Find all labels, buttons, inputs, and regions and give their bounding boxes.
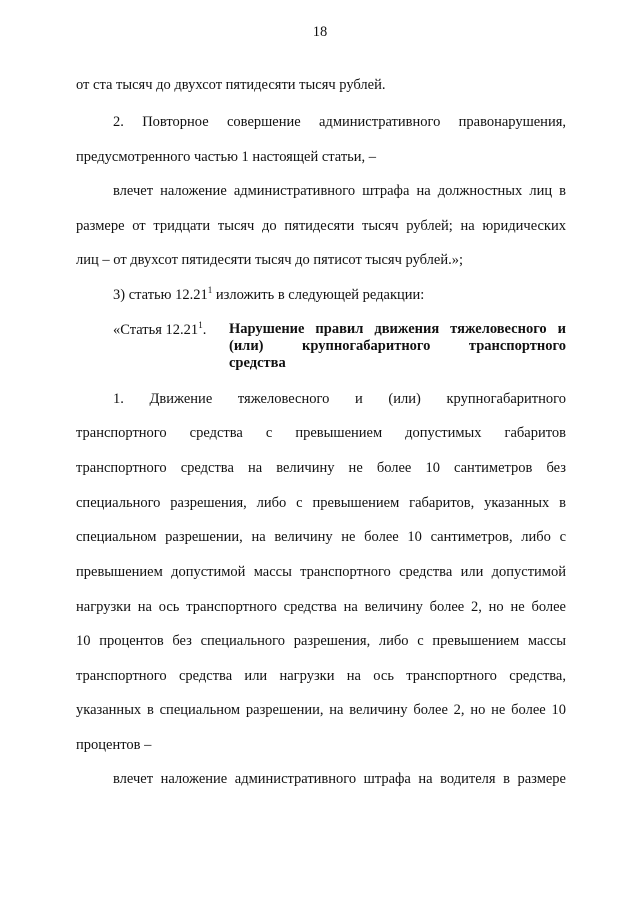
article-title-line: средства [229,355,286,371]
text-line: от ста тысяч до двухсот пятидесяти тысяч рублей. [76,77,386,93]
article-title-line: Нарушение правил движения тяжеловесного и [229,321,566,337]
text-line: указанных в специальном разрешении, на величину более 2, но не более 10 [76,702,566,718]
text-line: транспортного средства с превышением допустимых габаритов [76,425,566,441]
article-title [229,321,566,372]
article-label [113,321,206,339]
text-line: размере от тридцати тысяч до пятидесяти тысяч рублей; на юридических [76,218,566,234]
text-line: нагрузки на ось транспортного средства на величину более 2, но не более [76,599,566,615]
article-label-text: «Статья 12.21 [113,322,199,338]
text-line: влечет наложение административного штрафа на водителя в размере [113,771,566,787]
text-line: 10 процентов без специального разрешения, либо с превышением массы [76,633,566,649]
text-line: транспортного средства или нагрузки на ось транспортного средства, [76,668,566,684]
text-line: 2. Повторное совершение административного правонарушения, [113,114,566,130]
text-line: специального разрешения, либо с превышением габаритов, указанных в [76,495,566,511]
item-3-line [113,286,566,304]
text-line: лиц – от двухсот пятидесяти тысяч до пятисот тысяч рублей.»; [76,252,463,268]
article-label-dot: . [202,322,207,338]
text-line: процентов – [76,737,152,753]
page-number: 18 [312,24,328,40]
text-line: транспортного средства на величину не более 10 сантиметров без [76,460,566,476]
article-label-superscript: 1 [198,320,203,331]
item-3-superscript: 1 [207,285,213,296]
item-3-text-end: изложить в следующей редакции: [212,287,425,303]
text-line: 1. Движение тяжеловесного и (или) крупногабаритного [113,391,566,407]
item-3-text: 3) статью 12.21 [113,287,208,303]
article-title-line: (или) крупногабаритного транспортного [229,338,566,354]
text-line: превышением допустимой массы транспортного средства или допустимой [76,564,566,580]
text-line: влечет наложение административного штрафа на должностных лиц в [113,183,566,199]
text-line: специальном разрешении, на величину не более 10 сантиметров, либо с [76,529,566,545]
text-line: предусмотренного частью 1 настоящей статьи, – [76,149,377,165]
